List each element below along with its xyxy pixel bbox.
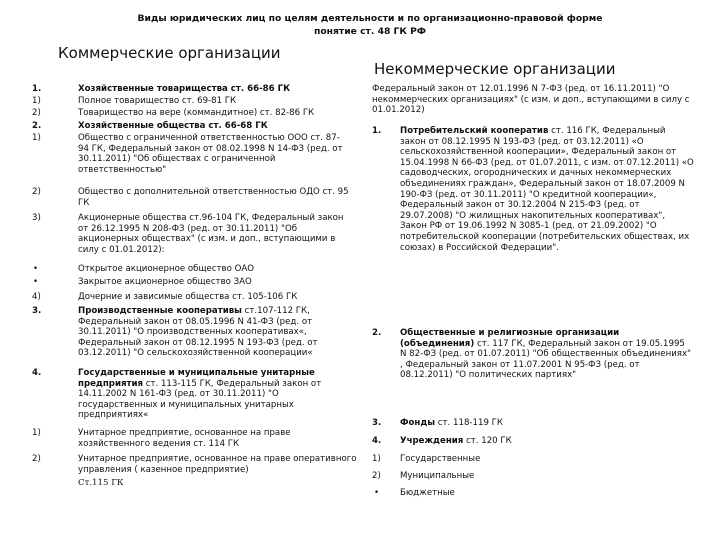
list-item-text: ст. 113-115 ГК, Федеральный закон от 14.11.2002 N 161-ФЗ (ред. от 30.11.2011) "О государственных и муниципальных унитарных предприятиях« [78,378,322,421]
list-marker: 2. [32,121,42,131]
list-item-bold: Потребительский кооператив [400,126,549,136]
list-item: Хозяйственные общества ст. 66-68 ГК [78,121,268,131]
list-item [78,306,350,359]
list-marker: 2) [372,471,381,481]
commercial-heading: Коммерческие организации [58,44,281,62]
list-item: Товарищество на вере (коммандитное) ст. 82-86 ГК [78,108,315,118]
list-item-text: ст.107-112 ГК, Федеральный закон от 08.05.1996 N 41-ФЗ (ред. от 30.11.2011) "О производственных кооперативах«, Федеральный закон от 08.12.1995 N 193-ФЗ (ред. от 03.12.2011) "О сельскохозяйственной кооперации« [78,306,318,359]
list-item: Открытое акционерное общество ОАО [78,264,255,274]
list-marker: 1) [372,454,381,464]
list-item: Общество с дополнительной ответственностью ОДО ст. 95 ГК [78,187,349,208]
list-item: Государственные [400,454,481,464]
list-item [400,436,694,447]
list-marker: 2. [372,328,382,338]
list-item: Общество с ограниченной ответственностью ООО ст. 87-94 ГК, Федеральный закон от 08.02.1998 N 14-ФЗ (ред. от 30.11.2011) "Об обществах с ограниченной ответственностью" [78,133,343,175]
noncommercial-heading: Некоммерческие организации [374,60,616,78]
list-item: Закрытое акционерное общество ЗАО [78,277,252,287]
list-item: Дочерние и зависимые общества ст. 105-106 ГК [78,292,298,302]
list-item-bold: Учреждения [400,436,464,446]
list-item-bold: Фонды [400,418,436,428]
list-item: Полное товарищество ст. 69-81 ГК [78,96,237,106]
list-marker: 3) [32,213,41,223]
list-item [78,368,350,421]
list-marker: 1. [32,84,42,94]
list-item-text: ст. 116 ГК, Федеральный закон от 08.12.1995 N 193-ФЗ (ред. от 03.12.2011) «О сельскохозяйственной кооперации», Федеральный закон от 15.04.1998 N 66-ФЗ (ред. от 01.07.2011, с изм. от 07.12.2011) «О садоводческих, огороднических и дачных некоммерческих объединениях граждан», Федеральный закон от 18.07.2009 N 190-ФЗ (ред. от 30.11.2011) "О кредитной кооперации«, Федеральный закон от 30.12.2004 N 215-ФЗ (ред. от 29.07.2008) "О жилищных накопительных кооперативах", Закон РФ от 19.06.1992 N 3085-1 (ред. от 21.09.2002) "О потребительской кооперации (потребительских обществах, их союзах) в Российской Федерации". [400,126,694,253]
list-item-bold: Общественные и религиозные организации (объединения) [400,328,620,349]
page-title-line-2: понятие ст. 48 ГК РФ [314,26,426,37]
page-title-line-1: Виды юридических лиц по целям деятельности и по организационно-правовой форме [137,13,603,24]
list-item [400,126,694,253]
list-item [400,328,694,381]
list-marker: 3. [32,306,42,316]
list-item: Бюджетные [400,488,455,498]
list-marker: 1) [32,428,41,438]
list-marker: 1. [372,126,382,136]
list-item: Хозяйственные товарищества ст. 66-86 ГК [78,84,291,94]
list-marker: 2) [32,108,41,118]
list-item-bold: Производственные кооперативы [78,306,242,316]
list-item-bold: Государственные и муниципальные унитарные предприятия [78,368,315,389]
list-marker: 4) [32,292,41,302]
page-title [90,12,650,38]
list-marker: • [374,488,380,498]
list-item-text: ст. 120 ГК [463,436,512,446]
list-marker: 1) [32,133,41,143]
list-item: Акционерные общества ст.96-104 ГК, Федеральный закон от 26.12.1995 N 208-ФЗ (ред. от 30.11.2011) "Об акционерных обществах" (с изм. и доп., вступающими в силу с 01.01.2012): [78,213,344,255]
list-item: Муниципальные [400,471,475,481]
list-marker: • [33,277,39,287]
list-marker: 1) [32,96,41,106]
list-item: Унитарное предприятие, основанное на праве хозяйственного ведения ст. 114 ГК [78,428,291,449]
list-marker: 2) [32,454,41,464]
list-item: Унитарное предприятие, основанное на праве оперативного управления ( казенное предприятие) [78,454,357,475]
list-item [400,418,694,429]
list-marker: 3. [372,418,382,428]
list-item-text: ст. 118-119 ГК [435,418,503,428]
list-marker: 2) [32,187,41,197]
list-item-text: ст. 117 ГК, Федеральный закон от 19.05.1995 N 82-ФЗ (ред. от 01.07.2011) "Об общественных объединениях" , Федеральный закон от 11.07.2001 N 95-ФЗ (ред. от 08.12.2011) "О политических партиях" [400,338,691,381]
list-marker: 4. [32,368,42,378]
list-marker: 4. [372,436,382,446]
footnote: Ст.115 ГК [78,478,124,488]
intro-text: Федеральный закон от 12.01.1996 N 7-ФЗ (ред. от 16.11.2011) "О некоммерческих организациях" (с изм. и доп., вступающими в силу с 01.01.2012) [372,84,690,116]
list-marker: • [33,264,39,274]
